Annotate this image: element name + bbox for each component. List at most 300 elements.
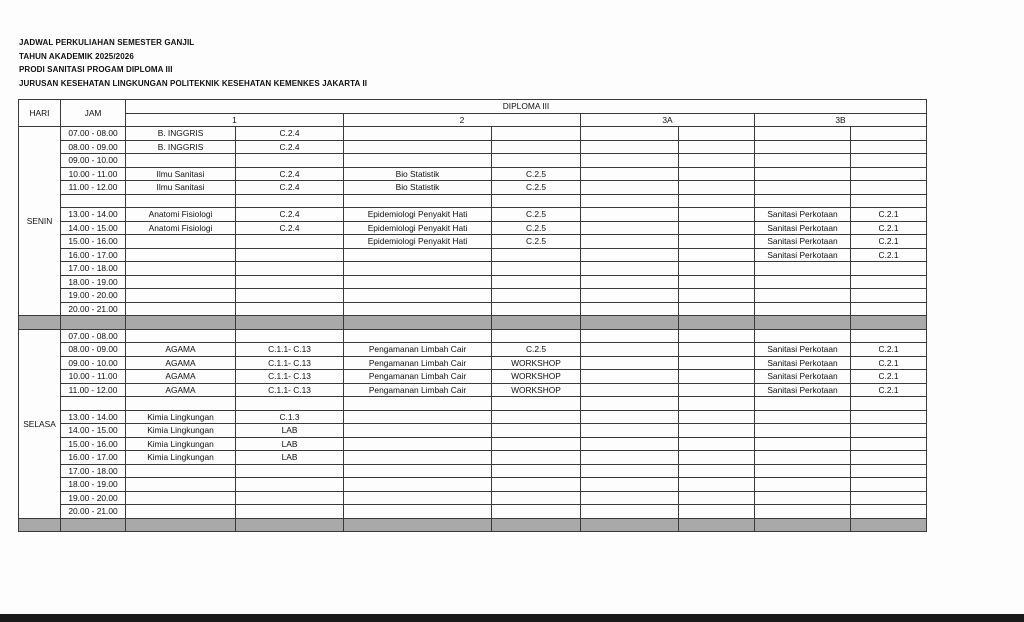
course-1-cell: AGAMA <box>126 370 236 384</box>
course-1-cell: AGAMA <box>126 383 236 397</box>
course-3a-cell <box>581 154 679 168</box>
course-1-cell <box>126 302 236 316</box>
room-1-cell: C.1.1- C.13 <box>236 383 344 397</box>
separator-cell <box>236 316 344 330</box>
table-row <box>19 343 927 357</box>
room-1-cell <box>236 154 344 168</box>
time-slot <box>61 194 126 208</box>
day-separator-row <box>19 518 927 532</box>
room-3b-cell <box>851 478 927 492</box>
course-3b-cell <box>755 505 851 519</box>
header-row-1 <box>19 100 927 114</box>
course-1-cell: Kimia Lingkungan <box>126 437 236 451</box>
course-2-cell: Pengamanan Limbah Cair <box>344 356 492 370</box>
room-1-cell: C.1.1- C.13 <box>236 370 344 384</box>
room-2-cell <box>492 127 581 141</box>
room-3b-cell <box>851 451 927 465</box>
class-1-header: 1 <box>126 113 344 127</box>
course-3a-cell <box>581 397 679 411</box>
course-3a-cell <box>581 289 679 303</box>
course-3b-cell: Sanitasi Perkotaan <box>755 370 851 384</box>
room-3b-cell <box>851 140 927 154</box>
course-3a-cell <box>581 505 679 519</box>
course-3a-cell <box>581 275 679 289</box>
room-2-cell <box>492 478 581 492</box>
table-row <box>19 370 927 384</box>
separator-cell <box>61 316 126 330</box>
course-3b-cell <box>755 478 851 492</box>
room-1-cell: LAB <box>236 437 344 451</box>
course-1-cell <box>126 154 236 168</box>
room-3b-cell <box>851 302 927 316</box>
room-1-cell: C.1.1- C.13 <box>236 356 344 370</box>
course-1-cell <box>126 491 236 505</box>
course-3a-cell <box>581 451 679 465</box>
class-3a-header: 3A <box>581 113 755 127</box>
time-slot: 08.00 - 09.00 <box>61 140 126 154</box>
room-3b-cell: C.2.1 <box>851 221 927 235</box>
room-1-cell: C.2.4 <box>236 140 344 154</box>
course-3a-cell <box>581 410 679 424</box>
course-3a-cell <box>581 370 679 384</box>
time-slot: 13.00 - 14.00 <box>61 208 126 222</box>
room-3a-cell <box>679 437 755 451</box>
room-1-cell: C.1.1- C.13 <box>236 343 344 357</box>
room-3b-cell <box>851 329 927 343</box>
room-3b-cell <box>851 127 927 141</box>
room-2-cell: C.2.5 <box>492 208 581 222</box>
table-row <box>19 248 927 262</box>
course-1-cell <box>126 505 236 519</box>
room-1-cell <box>236 397 344 411</box>
room-2-cell: C.2.5 <box>492 221 581 235</box>
room-3b-cell: C.2.1 <box>851 208 927 222</box>
time-slot: 18.00 - 19.00 <box>61 478 126 492</box>
room-3a-cell <box>679 221 755 235</box>
time-slot: 16.00 - 17.00 <box>61 451 126 465</box>
separator-cell <box>344 316 492 330</box>
header-academic-year: TAHUN AKADEMIK 2025/2026 <box>19 51 134 61</box>
room-1-cell <box>236 275 344 289</box>
separator-cell <box>61 518 126 532</box>
course-2-cell <box>344 464 492 478</box>
course-2-cell: Pengamanan Limbah Cair <box>344 383 492 397</box>
course-3b-cell: Sanitasi Perkotaan <box>755 235 851 249</box>
room-3b-cell: C.2.1 <box>851 343 927 357</box>
separator-cell <box>492 316 581 330</box>
course-2-cell <box>344 505 492 519</box>
room-1-cell: C.1.3 <box>236 410 344 424</box>
room-1-cell <box>236 248 344 262</box>
table-row <box>19 302 927 316</box>
time-slot: 09.00 - 10.00 <box>61 154 126 168</box>
room-3a-cell <box>679 181 755 195</box>
room-1-cell <box>236 464 344 478</box>
day-separator-row <box>19 316 927 330</box>
room-1-cell <box>236 289 344 303</box>
course-3b-cell <box>755 262 851 276</box>
course-1-cell: Anatomi Fisiologi <box>126 208 236 222</box>
room-3b-cell <box>851 154 927 168</box>
room-2-cell: C.2.5 <box>492 343 581 357</box>
room-2-cell <box>492 410 581 424</box>
course-3a-cell <box>581 221 679 235</box>
course-3a-cell <box>581 437 679 451</box>
table-row <box>19 194 927 208</box>
room-3b-cell <box>851 491 927 505</box>
course-3a-cell <box>581 383 679 397</box>
header-department: JURUSAN KESEHATAN LINGKUNGAN POLITEKNIK KESEHATAN KEMENKES JAKARTA II <box>19 78 368 88</box>
room-3a-cell <box>679 140 755 154</box>
course-2-cell <box>344 154 492 168</box>
room-3a-cell <box>679 370 755 384</box>
course-3b-cell: Sanitasi Perkotaan <box>755 343 851 357</box>
course-3a-cell <box>581 478 679 492</box>
course-3b-cell <box>755 329 851 343</box>
room-2-cell: C.2.5 <box>492 181 581 195</box>
separator-cell <box>492 518 581 532</box>
time-slot: 18.00 - 19.00 <box>61 275 126 289</box>
course-3b-cell <box>755 464 851 478</box>
table-row <box>19 451 927 465</box>
course-3b-cell <box>755 491 851 505</box>
room-2-cell <box>492 491 581 505</box>
room-3b-cell <box>851 167 927 181</box>
time-slot: 14.00 - 15.00 <box>61 424 126 438</box>
course-1-cell <box>126 248 236 262</box>
room-1-cell: LAB <box>236 424 344 438</box>
separator-cell <box>755 316 851 330</box>
time-slot: 16.00 - 17.00 <box>61 248 126 262</box>
room-3a-cell <box>679 208 755 222</box>
time-slot: 17.00 - 18.00 <box>61 464 126 478</box>
course-1-cell: Kimia Lingkungan <box>126 424 236 438</box>
time-slot: 10.00 - 11.00 <box>61 167 126 181</box>
time-slot: 07.00 - 08.00 <box>61 329 126 343</box>
course-3b-cell: Sanitasi Perkotaan <box>755 383 851 397</box>
course-3b-cell <box>755 451 851 465</box>
day-label: SELASA <box>19 329 61 518</box>
course-3a-cell <box>581 424 679 438</box>
separator-cell <box>581 316 679 330</box>
table-row <box>19 140 927 154</box>
time-slot: 08.00 - 09.00 <box>61 343 126 357</box>
room-2-cell <box>492 424 581 438</box>
course-3a-cell <box>581 343 679 357</box>
header-program: PRODI SANITASI PROGAM DIPLOMA III <box>19 65 173 74</box>
room-2-cell: C.2.5 <box>492 235 581 249</box>
time-slot: 13.00 - 14.00 <box>61 410 126 424</box>
course-3a-cell <box>581 140 679 154</box>
course-3a-cell <box>581 329 679 343</box>
header-row-2 <box>19 113 927 127</box>
time-slot: 15.00 - 16.00 <box>61 235 126 249</box>
room-3b-cell <box>851 464 927 478</box>
room-3a-cell <box>679 356 755 370</box>
separator-cell <box>851 518 927 532</box>
room-3b-cell <box>851 437 927 451</box>
course-1-cell <box>126 397 236 411</box>
course-3a-cell <box>581 464 679 478</box>
table-row <box>19 167 927 181</box>
time-slot: 19.00 - 20.00 <box>61 289 126 303</box>
room-3a-cell <box>679 478 755 492</box>
room-2-cell <box>492 437 581 451</box>
course-3b-cell <box>755 127 851 141</box>
time-slot: 17.00 - 18.00 <box>61 262 126 276</box>
room-3b-cell: C.2.1 <box>851 383 927 397</box>
course-1-cell: Ilmu Sanitasi <box>126 181 236 195</box>
room-3a-cell <box>679 383 755 397</box>
room-3b-cell <box>851 397 927 411</box>
table-row <box>19 505 927 519</box>
time-slot: 14.00 - 15.00 <box>61 221 126 235</box>
course-2-cell <box>344 127 492 141</box>
room-2-cell: WORKSHOP <box>492 356 581 370</box>
room-2-cell: C.2.5 <box>492 167 581 181</box>
room-3a-cell <box>679 262 755 276</box>
time-slot: 19.00 - 20.00 <box>61 491 126 505</box>
separator-cell <box>679 316 755 330</box>
course-2-cell: Epidemiologi Penyakit Hati <box>344 221 492 235</box>
separator-cell <box>755 518 851 532</box>
room-2-cell <box>492 451 581 465</box>
separator-cell <box>679 518 755 532</box>
course-2-cell <box>344 451 492 465</box>
course-1-cell <box>126 464 236 478</box>
course-3a-cell <box>581 181 679 195</box>
course-2-cell <box>344 262 492 276</box>
room-3a-cell <box>679 154 755 168</box>
separator-cell <box>344 518 492 532</box>
room-2-cell <box>492 397 581 411</box>
course-3a-cell <box>581 248 679 262</box>
room-3a-cell <box>679 491 755 505</box>
room-3a-cell <box>679 505 755 519</box>
course-1-cell: Kimia Lingkungan <box>126 410 236 424</box>
course-1-cell <box>126 275 236 289</box>
table-row <box>19 464 927 478</box>
room-1-cell <box>236 505 344 519</box>
document-header <box>19 36 367 90</box>
room-3a-cell <box>679 343 755 357</box>
room-2-cell: WORKSHOP <box>492 370 581 384</box>
room-3a-cell <box>679 289 755 303</box>
course-3a-cell <box>581 127 679 141</box>
separator-cell <box>236 518 344 532</box>
time-slot: 10.00 - 11.00 <box>61 370 126 384</box>
table-row <box>19 356 927 370</box>
room-2-cell <box>492 302 581 316</box>
separator-cell <box>851 316 927 330</box>
room-1-cell <box>236 235 344 249</box>
room-3b-cell <box>851 505 927 519</box>
course-3b-cell <box>755 289 851 303</box>
time-slot: 09.00 - 10.00 <box>61 356 126 370</box>
course-1-cell <box>126 262 236 276</box>
schedule-body <box>19 127 927 532</box>
separator-cell <box>19 518 61 532</box>
separator-cell <box>126 518 236 532</box>
course-3a-cell <box>581 235 679 249</box>
room-2-cell <box>492 262 581 276</box>
table-row <box>19 235 927 249</box>
room-3a-cell <box>679 302 755 316</box>
time-slot: 11.00 - 12.00 <box>61 383 126 397</box>
room-3a-cell <box>679 410 755 424</box>
room-2-cell <box>492 248 581 262</box>
schedule-table <box>18 99 927 532</box>
day-label: SENIN <box>19 127 61 316</box>
table-row <box>19 181 927 195</box>
course-3b-cell <box>755 140 851 154</box>
room-3a-cell <box>679 248 755 262</box>
course-2-cell <box>344 410 492 424</box>
room-1-cell <box>236 262 344 276</box>
room-3b-cell <box>851 410 927 424</box>
room-1-cell <box>236 329 344 343</box>
time-slot <box>61 397 126 411</box>
course-2-cell <box>344 329 492 343</box>
room-3b-cell <box>851 194 927 208</box>
course-1-cell: B. INGGRIS <box>126 127 236 141</box>
room-1-cell <box>236 478 344 492</box>
room-1-cell <box>236 302 344 316</box>
course-2-cell <box>344 140 492 154</box>
course-1-cell <box>126 289 236 303</box>
table-row <box>19 410 927 424</box>
room-2-cell: WORKSHOP <box>492 383 581 397</box>
course-1-cell: Ilmu Sanitasi <box>126 167 236 181</box>
course-3b-cell <box>755 410 851 424</box>
course-3b-cell: Sanitasi Perkotaan <box>755 208 851 222</box>
separator-cell <box>19 316 61 330</box>
course-2-cell <box>344 289 492 303</box>
class-3b-header: 3B <box>755 113 927 127</box>
course-2-cell <box>344 194 492 208</box>
course-1-cell: AGAMA <box>126 343 236 357</box>
course-2-cell: Pengamanan Limbah Cair <box>344 370 492 384</box>
separator-cell <box>126 316 236 330</box>
table-row <box>19 437 927 451</box>
room-3a-cell <box>679 127 755 141</box>
room-2-cell <box>492 329 581 343</box>
table-row <box>19 127 927 141</box>
room-2-cell <box>492 140 581 154</box>
course-2-cell <box>344 397 492 411</box>
room-1-cell: C.2.4 <box>236 208 344 222</box>
time-slot: 20.00 - 21.00 <box>61 505 126 519</box>
room-3b-cell <box>851 262 927 276</box>
room-3a-cell <box>679 464 755 478</box>
table-row <box>19 424 927 438</box>
room-2-cell <box>492 154 581 168</box>
course-3a-cell <box>581 356 679 370</box>
room-3b-cell: C.2.1 <box>851 370 927 384</box>
room-3b-cell <box>851 275 927 289</box>
course-1-cell <box>126 329 236 343</box>
table-row <box>19 154 927 168</box>
course-3a-cell <box>581 491 679 505</box>
jam-header: JAM <box>61 100 126 127</box>
course-3b-cell: Sanitasi Perkotaan <box>755 221 851 235</box>
course-3b-cell: Sanitasi Perkotaan <box>755 248 851 262</box>
room-3b-cell <box>851 181 927 195</box>
room-3a-cell <box>679 194 755 208</box>
class-2-header: 2 <box>344 113 581 127</box>
course-3b-cell <box>755 397 851 411</box>
course-2-cell <box>344 478 492 492</box>
course-1-cell <box>126 235 236 249</box>
room-3b-cell <box>851 289 927 303</box>
room-3b-cell: C.2.1 <box>851 248 927 262</box>
hari-header: HARI <box>19 100 61 127</box>
room-1-cell: LAB <box>236 451 344 465</box>
scan-edge <box>0 614 1024 622</box>
course-3b-cell: Sanitasi Perkotaan <box>755 356 851 370</box>
room-1-cell: C.2.4 <box>236 167 344 181</box>
room-3b-cell: C.2.1 <box>851 356 927 370</box>
course-3a-cell <box>581 167 679 181</box>
course-2-cell: Epidemiologi Penyakit Hati <box>344 208 492 222</box>
course-3a-cell <box>581 194 679 208</box>
table-row <box>19 478 927 492</box>
course-3b-cell <box>755 302 851 316</box>
room-3b-cell: C.2.1 <box>851 235 927 249</box>
table-row <box>19 383 927 397</box>
course-3b-cell <box>755 181 851 195</box>
table-row <box>19 221 927 235</box>
room-3a-cell <box>679 451 755 465</box>
room-3a-cell <box>679 167 755 181</box>
course-2-cell <box>344 248 492 262</box>
course-2-cell: Epidemiologi Penyakit Hati <box>344 235 492 249</box>
course-3a-cell <box>581 302 679 316</box>
room-3a-cell <box>679 329 755 343</box>
course-1-cell <box>126 478 236 492</box>
room-2-cell <box>492 505 581 519</box>
room-3b-cell <box>851 424 927 438</box>
course-3b-cell <box>755 194 851 208</box>
course-1-cell: Kimia Lingkungan <box>126 451 236 465</box>
course-1-cell: AGAMA <box>126 356 236 370</box>
course-1-cell: B. INGGRIS <box>126 140 236 154</box>
course-2-cell <box>344 275 492 289</box>
course-3b-cell <box>755 424 851 438</box>
time-slot: 07.00 - 08.00 <box>61 127 126 141</box>
course-2-cell: Pengamanan Limbah Cair <box>344 343 492 357</box>
course-2-cell <box>344 437 492 451</box>
room-3a-cell <box>679 235 755 249</box>
diploma-header: DIPLOMA III <box>126 100 927 114</box>
course-2-cell: Bio Statistik <box>344 167 492 181</box>
room-2-cell <box>492 464 581 478</box>
table-row <box>19 275 927 289</box>
table-row <box>19 397 927 411</box>
course-2-cell: Bio Statistik <box>344 181 492 195</box>
course-2-cell <box>344 424 492 438</box>
table-row <box>19 262 927 276</box>
separator-cell <box>581 518 679 532</box>
course-3a-cell <box>581 262 679 276</box>
room-2-cell <box>492 275 581 289</box>
course-3a-cell <box>581 208 679 222</box>
room-1-cell: C.2.4 <box>236 181 344 195</box>
room-1-cell: C.2.4 <box>236 127 344 141</box>
course-3b-cell <box>755 275 851 289</box>
time-slot: 15.00 - 16.00 <box>61 437 126 451</box>
room-3a-cell <box>679 397 755 411</box>
